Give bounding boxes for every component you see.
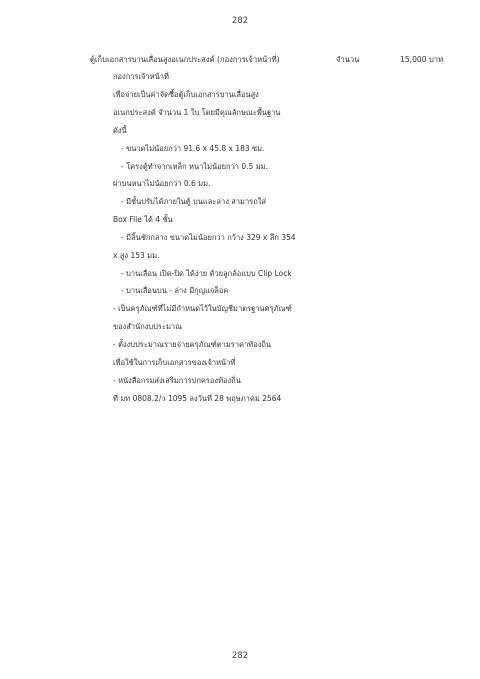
page-number-bottom: 282 — [231, 651, 249, 661]
item-title: ตู้เก็บเอกสารบานเลื่อนสูงอเนกประสงค์ (กองการเจ้าหน้าที่) — [90, 55, 280, 64]
description-line: กองการเจ้าหน้าที่ — [113, 72, 169, 81]
description-line: - มีลิ้นชักกลาง ขนาดไม่น้อยกว่า กว้าง 329 x ลึก 354 — [121, 233, 296, 242]
description-line: x สูง 153 มม. — [113, 251, 160, 260]
page-number-top: 282 — [231, 16, 249, 26]
quantity-label: จำนวน — [336, 55, 360, 64]
description-line: อเนกประสงค์ จำนวน 1 ใบ โดยมีคุณลักษณะพื้นฐาน — [113, 108, 281, 117]
description-line: ฝาบนหนาไม่น้อยกว่า 0.6 มม. — [113, 179, 211, 188]
description-line: - โครงตู้ทำจากเหล็ก หนาไม่น้อยกว่า 0.5 มม. — [121, 162, 268, 171]
amount-value: 15,000 บาท — [400, 55, 444, 64]
description-line: - หนังสือกรมส่งเสริมการปกครองท้องถิ่น — [113, 376, 241, 385]
budget-item-heading — [90, 53, 450, 67]
description-line: - เป็นครุภัณฑ์ที่ไม่มีกำหนดไว้ในบัญชีมาตรฐานครุภัณฑ์ — [113, 304, 292, 313]
description-line: Box File ได้ 4 ชั้น — [113, 215, 173, 224]
description-line: - ตั้งงบประมาณรายจ่ายครุภัณฑ์ตามราคาท้องถิ่น — [113, 340, 272, 349]
description-line: - บานเลื่อน เปิด-ปิด ได้ง่าย ด้วยลูกล้อแบบ Clip Lock — [121, 269, 292, 278]
description-line: - ขนาดไม่น้อยกว่า 91.6 x 45.8 x 183 ซม. — [121, 144, 265, 153]
description-line: ที่ มท 0808.2/ว 1095 ลงวันที่ 28 พฤษภาคม 2564 — [113, 394, 282, 403]
description-line: - มีชั้นปรับได้ภายในตู้ บนและล่าง สามารถใส่ — [121, 197, 266, 206]
description-line: เพื่อจ่ายเป็นค่าจัดซื้อตู้เก็บเอกสารบานเลื่อนสูง — [113, 90, 259, 99]
description-line: ของสำนักงบประมาณ — [113, 322, 183, 331]
description-line: ดังนี้ — [113, 126, 127, 135]
description-line: เพื่อใช้ในการเก็บเอกสารของเจ้าหน้าที่ — [113, 358, 236, 367]
description-line: - บานเลื่อนบน - ล่าง มีกุญแจล็อค — [121, 286, 229, 295]
